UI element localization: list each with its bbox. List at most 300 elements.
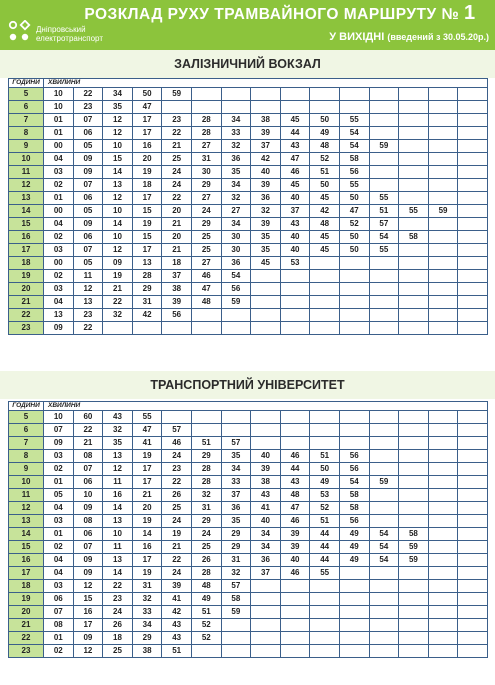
empty-cell (458, 476, 488, 489)
empty-cell (428, 270, 458, 283)
empty-cell (428, 166, 458, 179)
minute-cell: 49 (339, 528, 369, 541)
minute-cell: 12 (73, 645, 103, 658)
minute-cell: 34 (251, 528, 281, 541)
minute-cell: 23 (162, 114, 192, 127)
minute-cell: 39 (162, 296, 192, 309)
empty-cell (458, 528, 488, 541)
minute-cell: 50 (310, 463, 340, 476)
minute-cell: 54 (339, 140, 369, 153)
empty-cell (399, 244, 429, 257)
minute-cell: 59 (221, 296, 251, 309)
empty-cell (251, 632, 281, 645)
minute-cell: 19 (103, 270, 133, 283)
empty-cell (458, 140, 488, 153)
empty-cell (310, 101, 340, 114)
empty-cell (369, 515, 399, 528)
minute-cell: 54 (369, 541, 399, 554)
empty-cell (191, 424, 221, 437)
minute-cell: 34 (103, 88, 133, 101)
minute-cell: 13 (103, 554, 133, 567)
minute-cell: 57 (369, 218, 399, 231)
empty-cell (103, 322, 133, 335)
minute-cell: 02 (44, 231, 74, 244)
minute-cell: 22 (162, 192, 192, 205)
empty-cell (428, 554, 458, 567)
minute-cell: 33 (221, 127, 251, 140)
minute-cell: 52 (191, 619, 221, 632)
minute-cell: 02 (44, 645, 74, 658)
minute-cell: 24 (162, 166, 192, 179)
minute-cell: 32 (221, 567, 251, 580)
minute-cell: 10 (73, 489, 103, 502)
minute-cell: 54 (339, 127, 369, 140)
minute-cell: 52 (310, 502, 340, 515)
hour-cell: 6 (9, 424, 44, 437)
hour-cell: 6 (9, 101, 44, 114)
hour-cell: 12 (9, 179, 44, 192)
minute-cell: 11 (73, 270, 103, 283)
minute-cell: 49 (310, 476, 340, 489)
minute-cell: 42 (162, 606, 192, 619)
table-row (9, 580, 488, 593)
minute-cell: 34 (221, 114, 251, 127)
empty-cell (280, 424, 310, 437)
empty-cell (458, 88, 488, 101)
minute-cell: 32 (191, 489, 221, 502)
hour-cell: 5 (9, 411, 44, 424)
minute-cell: 19 (132, 166, 162, 179)
empty-cell (369, 567, 399, 580)
minute-cell: 58 (339, 153, 369, 166)
minute-cell: 15 (132, 231, 162, 244)
table-row (9, 411, 488, 424)
empty-cell (458, 296, 488, 309)
empty-cell (428, 619, 458, 632)
minute-cell: 40 (280, 554, 310, 567)
empty-cell (369, 489, 399, 502)
empty-cell (399, 140, 429, 153)
table-row (9, 309, 488, 322)
minute-cell: 56 (162, 309, 192, 322)
table-row (9, 127, 488, 140)
minute-cell: 01 (44, 192, 74, 205)
empty-cell (428, 218, 458, 231)
minutes-column-header: ХВИЛИНИ (44, 402, 488, 411)
table-row (9, 179, 488, 192)
minute-cell: 22 (73, 88, 103, 101)
minute-cell: 50 (339, 192, 369, 205)
minute-cell: 37 (280, 205, 310, 218)
empty-cell (339, 593, 369, 606)
minute-cell: 12 (103, 463, 133, 476)
minute-cell: 51 (162, 645, 192, 658)
table-row (9, 114, 488, 127)
minute-cell: 10 (44, 411, 74, 424)
minute-cell: 34 (132, 619, 162, 632)
empty-cell (369, 450, 399, 463)
minute-cell: 02 (44, 463, 74, 476)
minute-cell: 21 (162, 140, 192, 153)
empty-cell (369, 437, 399, 450)
minute-cell: 52 (339, 218, 369, 231)
hour-cell: 21 (9, 619, 44, 632)
empty-cell (251, 593, 281, 606)
minute-cell: 35 (251, 231, 281, 244)
minute-cell: 05 (73, 257, 103, 270)
table-row (9, 541, 488, 554)
empty-cell (428, 541, 458, 554)
empty-cell (339, 619, 369, 632)
minute-cell: 38 (251, 114, 281, 127)
hour-cell: 17 (9, 567, 44, 580)
empty-cell (428, 411, 458, 424)
empty-cell (251, 437, 281, 450)
minute-cell: 38 (132, 645, 162, 658)
empty-cell (251, 322, 281, 335)
table-row (9, 502, 488, 515)
minute-cell: 39 (251, 127, 281, 140)
empty-cell (369, 127, 399, 140)
empty-cell (428, 632, 458, 645)
table-header-row (9, 79, 488, 88)
minute-cell: 55 (132, 411, 162, 424)
minute-cell: 03 (44, 283, 74, 296)
minute-cell: 26 (191, 554, 221, 567)
minute-cell: 48 (310, 218, 340, 231)
minute-cell: 34 (221, 463, 251, 476)
minute-cell: 19 (132, 450, 162, 463)
empty-cell (369, 424, 399, 437)
empty-cell (399, 101, 429, 114)
minute-cell: 33 (221, 476, 251, 489)
minute-cell: 03 (44, 515, 74, 528)
minute-cell: 09 (73, 166, 103, 179)
minute-cell: 18 (132, 179, 162, 192)
minute-cell: 40 (251, 166, 281, 179)
minute-cell: 28 (191, 114, 221, 127)
empty-cell (458, 645, 488, 658)
minute-cell: 04 (44, 153, 74, 166)
minute-cell: 21 (162, 218, 192, 231)
empty-cell (458, 541, 488, 554)
table-row (9, 424, 488, 437)
table-row (9, 528, 488, 541)
empty-cell (280, 580, 310, 593)
empty-cell (428, 450, 458, 463)
table-row (9, 205, 488, 218)
hour-cell: 17 (9, 244, 44, 257)
minute-cell: 47 (339, 205, 369, 218)
minute-cell: 40 (251, 515, 281, 528)
table-row (9, 606, 488, 619)
empty-cell (280, 309, 310, 322)
minute-cell: 22 (162, 127, 192, 140)
table-row (9, 476, 488, 489)
minute-cell: 51 (369, 205, 399, 218)
empty-cell (310, 270, 340, 283)
minute-cell: 35 (251, 244, 281, 257)
empty-cell (280, 593, 310, 606)
empty-cell (458, 463, 488, 476)
minute-cell: 50 (132, 88, 162, 101)
empty-cell (458, 567, 488, 580)
minute-cell: 20 (162, 231, 192, 244)
hour-cell: 19 (9, 593, 44, 606)
empty-cell (369, 619, 399, 632)
empty-cell (458, 593, 488, 606)
empty-cell (428, 502, 458, 515)
minute-cell: 28 (191, 463, 221, 476)
brand-line-2: електротранспорт (36, 34, 103, 43)
minute-cell: 17 (132, 192, 162, 205)
minute-cell: 30 (221, 231, 251, 244)
minute-cell: 22 (162, 554, 192, 567)
empty-cell (458, 218, 488, 231)
empty-cell (428, 231, 458, 244)
minute-cell: 21 (103, 283, 133, 296)
minute-cell: 44 (310, 554, 340, 567)
minute-cell: 59 (162, 88, 192, 101)
hour-cell: 8 (9, 450, 44, 463)
minute-cell: 32 (103, 424, 133, 437)
minute-cell: 50 (339, 231, 369, 244)
hour-cell: 9 (9, 140, 44, 153)
empty-cell (339, 309, 369, 322)
minute-cell: 14 (103, 502, 133, 515)
minute-cell: 18 (162, 257, 192, 270)
stop-title-2: ТРАНСПОРТНИЙ УНІВЕРСИТЕТ (150, 378, 345, 392)
empty-cell (399, 567, 429, 580)
minute-cell: 22 (162, 476, 192, 489)
empty-cell (458, 309, 488, 322)
hour-cell: 18 (9, 257, 44, 270)
empty-cell (428, 192, 458, 205)
hour-cell: 11 (9, 166, 44, 179)
minute-cell: 09 (44, 437, 74, 450)
empty-cell (339, 424, 369, 437)
minute-cell: 01 (44, 632, 74, 645)
empty-cell (191, 411, 221, 424)
empty-cell (369, 101, 399, 114)
schedule-table-1 (8, 78, 488, 335)
empty-cell (399, 619, 429, 632)
minute-cell: 36 (251, 554, 281, 567)
minute-cell: 55 (369, 244, 399, 257)
hour-cell: 16 (9, 231, 44, 244)
minute-cell: 56 (339, 463, 369, 476)
minute-cell: 14 (103, 166, 133, 179)
empty-cell (428, 283, 458, 296)
minute-cell: 09 (73, 502, 103, 515)
minute-cell: 47 (132, 424, 162, 437)
empty-cell (339, 322, 369, 335)
empty-cell (310, 619, 340, 632)
empty-cell (251, 296, 281, 309)
minute-cell: 47 (191, 283, 221, 296)
minute-cell: 32 (103, 309, 133, 322)
minute-cell: 17 (132, 114, 162, 127)
minute-cell: 13 (103, 450, 133, 463)
minute-cell: 39 (251, 179, 281, 192)
minute-cell: 22 (103, 580, 133, 593)
minute-cell: 24 (191, 528, 221, 541)
empty-cell (369, 606, 399, 619)
empty-cell (399, 502, 429, 515)
minute-cell: 22 (73, 322, 103, 335)
minute-cell: 47 (132, 101, 162, 114)
table-row (9, 437, 488, 450)
hour-cell: 23 (9, 322, 44, 335)
empty-cell (428, 179, 458, 192)
minute-cell: 51 (191, 606, 221, 619)
minute-cell: 59 (428, 205, 458, 218)
minute-cell: 27 (221, 205, 251, 218)
minute-cell: 27 (191, 192, 221, 205)
schedule-table-2 (8, 401, 488, 658)
minute-cell: 09 (73, 632, 103, 645)
minute-cell: 03 (44, 580, 74, 593)
empty-cell (399, 489, 429, 502)
minute-cell: 01 (44, 127, 74, 140)
minute-cell: 28 (191, 567, 221, 580)
minute-cell: 29 (191, 450, 221, 463)
empty-cell (369, 463, 399, 476)
minute-cell: 55 (310, 567, 340, 580)
empty-cell (162, 411, 192, 424)
minute-cell: 22 (103, 296, 133, 309)
empty-cell (428, 528, 458, 541)
minute-cell: 45 (251, 257, 281, 270)
minute-cell: 26 (103, 619, 133, 632)
minute-cell: 31 (132, 580, 162, 593)
minute-cell: 04 (44, 296, 74, 309)
hour-cell: 15 (9, 541, 44, 554)
hour-cell: 10 (9, 153, 44, 166)
minute-cell: 31 (132, 296, 162, 309)
minute-cell: 05 (73, 140, 103, 153)
minute-cell: 29 (132, 632, 162, 645)
empty-cell (428, 437, 458, 450)
minute-cell: 25 (162, 502, 192, 515)
empty-cell (339, 296, 369, 309)
table-row (9, 489, 488, 502)
empty-cell (458, 153, 488, 166)
empty-cell (399, 606, 429, 619)
minute-cell: 03 (44, 166, 74, 179)
minute-cell: 25 (103, 645, 133, 658)
hour-cell: 14 (9, 205, 44, 218)
empty-cell (221, 101, 251, 114)
minute-cell: 21 (162, 244, 192, 257)
minute-cell: 25 (191, 541, 221, 554)
empty-cell (428, 127, 458, 140)
minute-cell: 55 (339, 114, 369, 127)
minute-cell: 52 (191, 632, 221, 645)
empty-cell (280, 322, 310, 335)
minute-cell: 14 (103, 218, 133, 231)
minute-cell: 51 (191, 437, 221, 450)
empty-cell (191, 88, 221, 101)
table-row (9, 166, 488, 179)
empty-cell (221, 309, 251, 322)
table-row (9, 192, 488, 205)
minute-cell: 40 (280, 244, 310, 257)
minute-cell: 38 (162, 283, 192, 296)
minute-cell: 22 (73, 424, 103, 437)
empty-cell (339, 270, 369, 283)
empty-cell (280, 619, 310, 632)
empty-cell (132, 322, 162, 335)
minute-cell: 09 (73, 218, 103, 231)
minute-cell: 25 (162, 153, 192, 166)
minute-cell: 33 (132, 606, 162, 619)
minute-cell: 37 (251, 140, 281, 153)
minute-cell: 59 (221, 606, 251, 619)
empty-cell (162, 322, 192, 335)
minute-cell: 40 (251, 450, 281, 463)
empty-cell (399, 424, 429, 437)
minute-cell: 43 (103, 411, 133, 424)
table-row (9, 593, 488, 606)
minute-cell: 41 (162, 593, 192, 606)
empty-cell (369, 580, 399, 593)
minute-cell: 20 (132, 153, 162, 166)
minute-cell: 01 (44, 114, 74, 127)
empty-cell (458, 632, 488, 645)
empty-cell (399, 309, 429, 322)
minute-cell: 39 (251, 463, 281, 476)
empty-cell (280, 101, 310, 114)
minute-cell: 54 (339, 476, 369, 489)
minute-cell: 59 (369, 140, 399, 153)
minute-cell: 50 (339, 244, 369, 257)
minute-cell: 43 (280, 218, 310, 231)
minute-cell: 43 (162, 619, 192, 632)
empty-cell (428, 257, 458, 270)
minute-cell: 06 (73, 476, 103, 489)
empty-cell (369, 645, 399, 658)
empty-cell (221, 88, 251, 101)
minute-cell: 15 (132, 205, 162, 218)
minute-cell: 07 (73, 244, 103, 257)
minute-cell: 42 (251, 153, 281, 166)
empty-cell (280, 88, 310, 101)
minute-cell: 36 (221, 502, 251, 515)
minute-cell: 16 (132, 541, 162, 554)
minute-cell: 01 (44, 476, 74, 489)
empty-cell (369, 270, 399, 283)
minute-cell: 39 (251, 218, 281, 231)
minute-cell: 09 (73, 554, 103, 567)
empty-cell (251, 645, 281, 658)
empty-cell (399, 257, 429, 270)
minute-cell: 48 (191, 580, 221, 593)
hour-cell: 23 (9, 645, 44, 658)
minute-cell: 11 (103, 476, 133, 489)
empty-cell (458, 606, 488, 619)
empty-cell (428, 463, 458, 476)
minute-cell: 17 (132, 244, 162, 257)
table-row (9, 88, 488, 101)
empty-cell (458, 502, 488, 515)
empty-cell (251, 270, 281, 283)
minute-cell: 25 (191, 231, 221, 244)
minute-cell: 08 (73, 515, 103, 528)
minute-cell: 27 (191, 140, 221, 153)
table-row (9, 632, 488, 645)
minute-cell: 26 (162, 489, 192, 502)
